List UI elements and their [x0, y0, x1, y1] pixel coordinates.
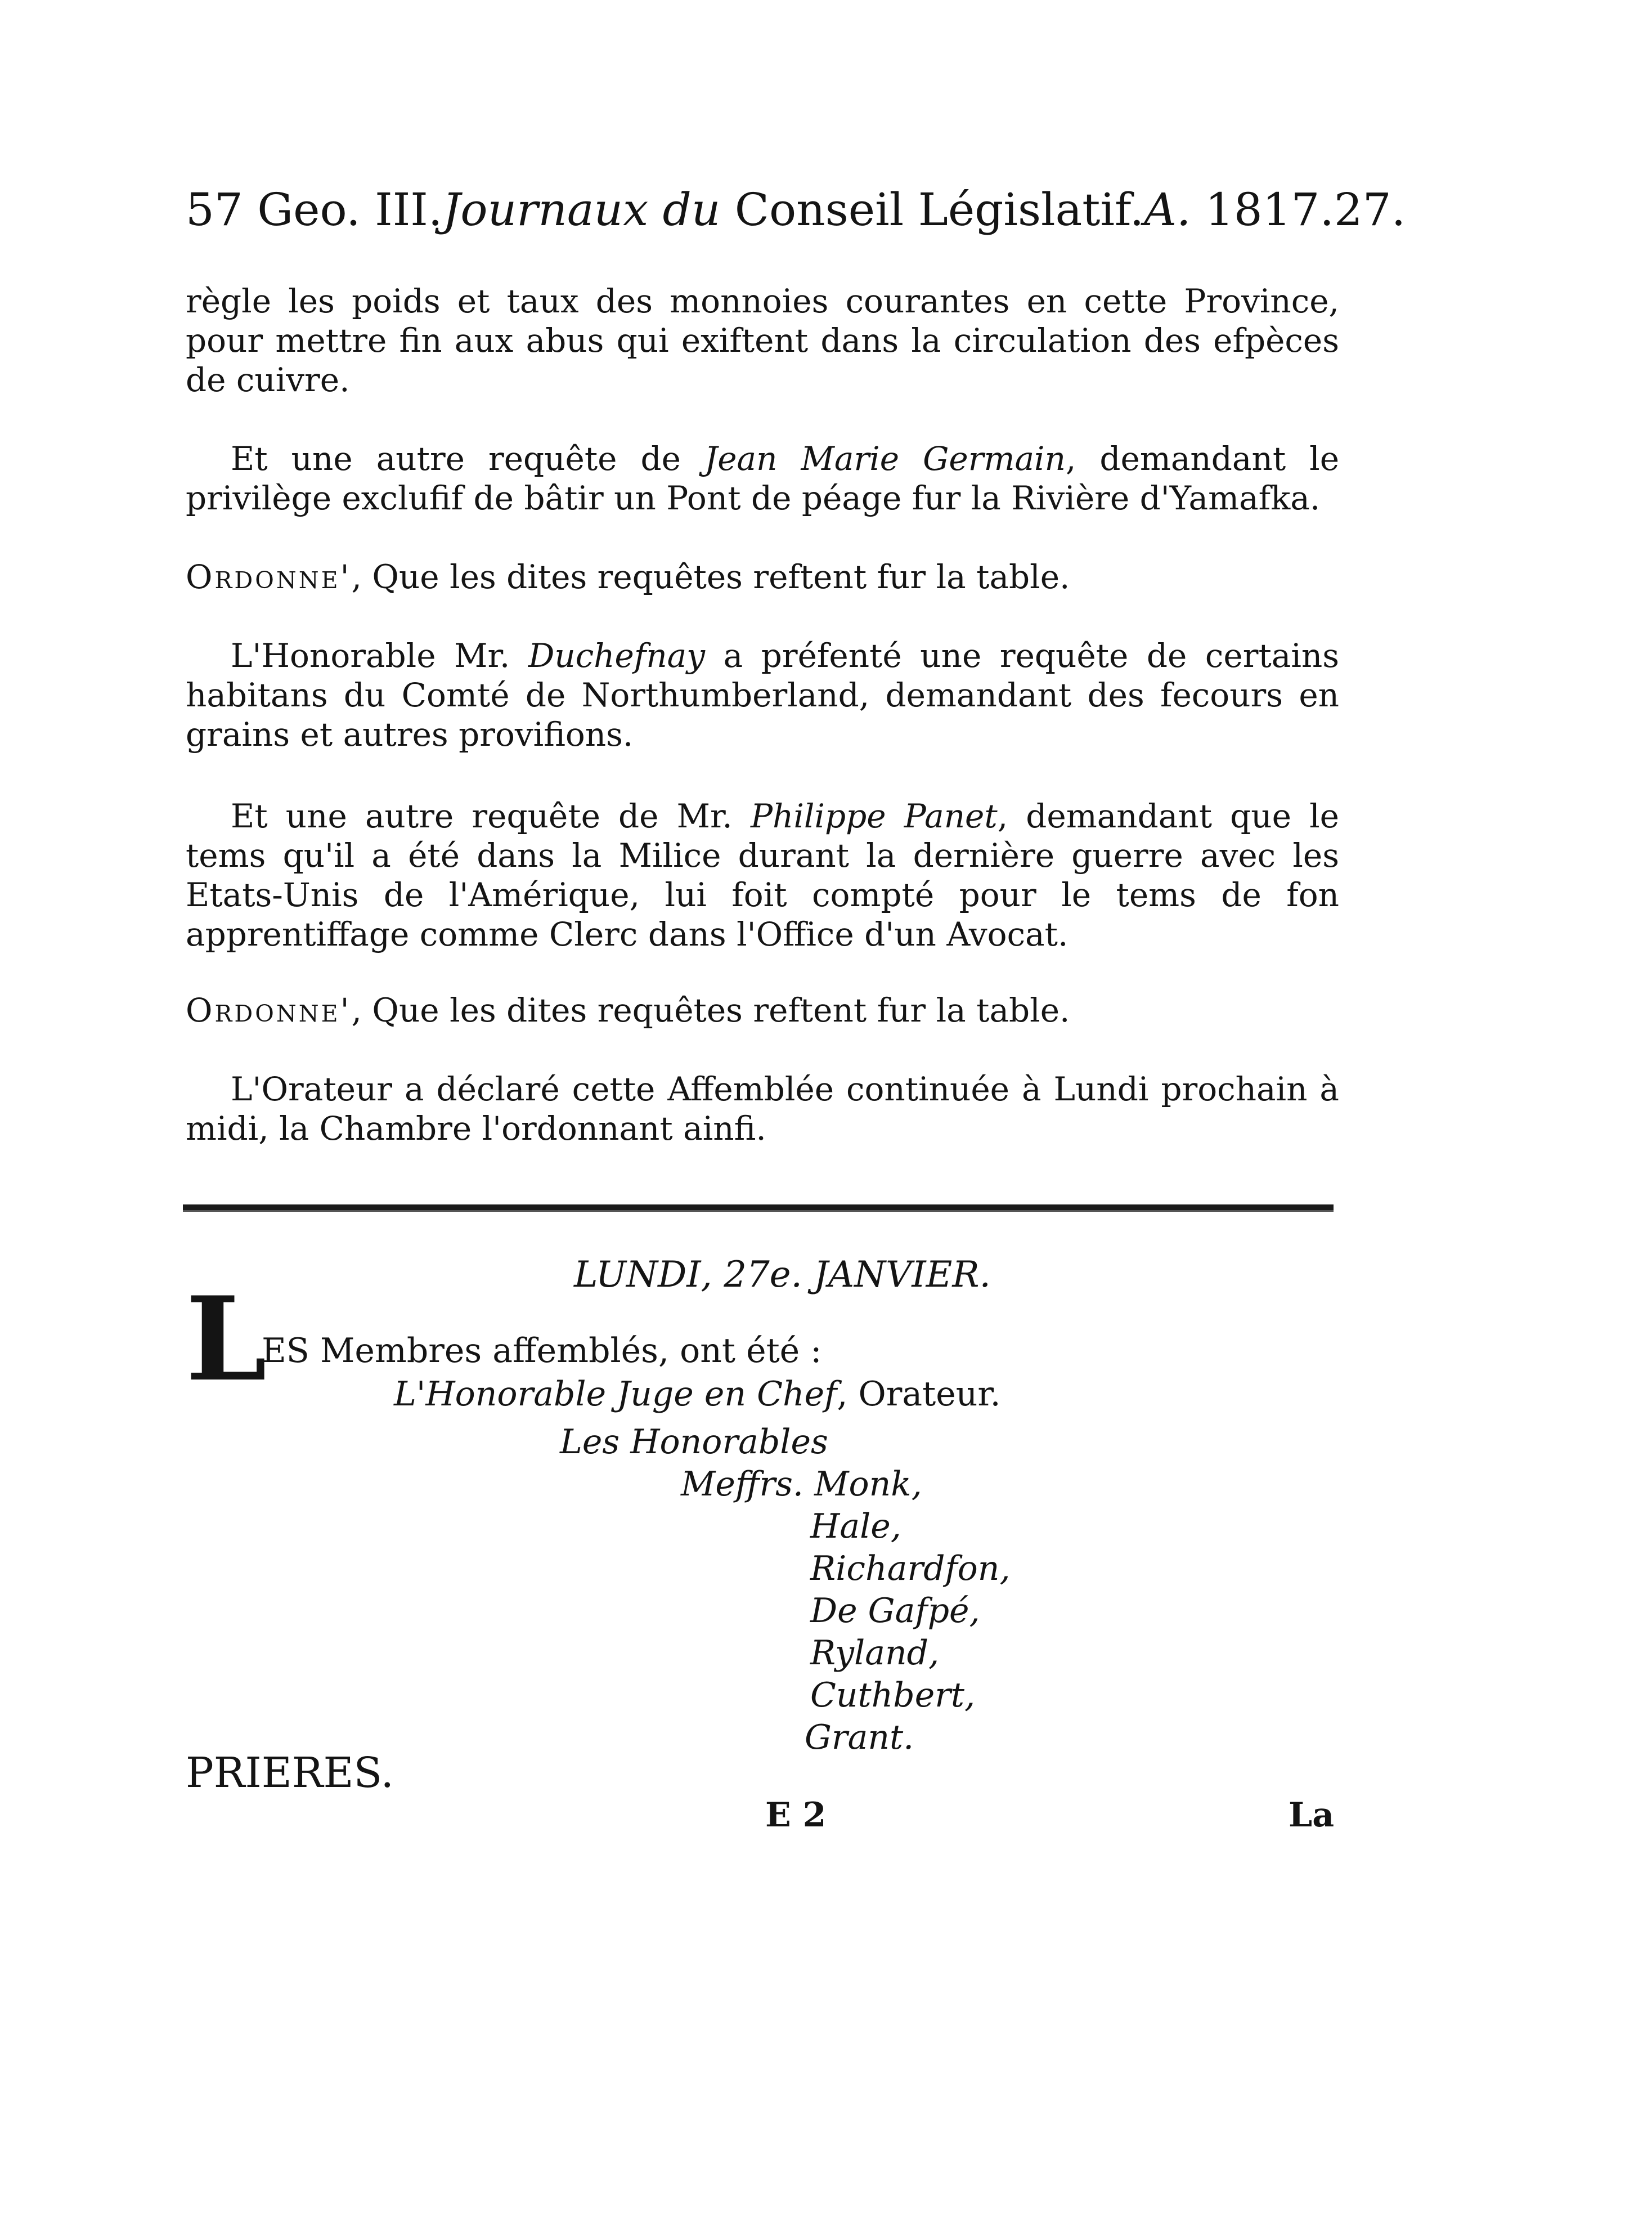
ordonne-label: Ordonne' [186, 558, 352, 596]
page-number: 27. [1334, 183, 1406, 236]
prieres-heading: PRIERES. [186, 1749, 394, 1797]
header-year [1144, 179, 1334, 241]
member-name: Richardfon, [810, 1549, 1011, 1588]
member-name: Duchefnay [528, 637, 706, 675]
member-name: Monk, [814, 1464, 922, 1504]
order-text: , Que les dites requêtes reftent fur la table. [351, 991, 1070, 1029]
order-table-1 [186, 557, 1339, 597]
section-divider [183, 1204, 1334, 1212]
paragraph-panet-petition [186, 796, 1339, 954]
speaker-line [394, 1373, 1001, 1416]
member-name: Ryland, [810, 1633, 940, 1673]
paragraph-text: , demandant le privilège exclufif de bâtir un Pont de péage fur la Rivière d'Yamafka. [186, 440, 1340, 517]
paragraph-text: L'Honorable Mr. [231, 637, 528, 675]
messrs-label: Meffrs. [681, 1464, 803, 1504]
petitioner-name: Philippe Panet [750, 797, 998, 835]
honorables-label: Les Honorables [560, 1422, 828, 1462]
signature-mark: E 2 [765, 1795, 827, 1835]
paragraph-germain-petition [186, 439, 1339, 518]
paragraph-text: Et une autre requête de [231, 440, 704, 478]
chief-justice: L'Honorable Juge en Chef [394, 1374, 837, 1414]
header-title-rest: Conseil Législatif. [734, 183, 1144, 236]
catchword: La [1289, 1795, 1335, 1835]
paragraph-text: , demandant que le tems qu'il a été dans la Milice durant la dernière guerre avec les Etats-Unis de l'Amérique, lui foit compté pour le tems de fon apprentiffage comme Clerc dans l'Office d'un Avocat. [186, 797, 1340, 953]
member-name: Hale, [810, 1507, 901, 1546]
petitioner-name: Jean Marie Germain [704, 440, 1066, 478]
header-year-value: 1817. [1205, 183, 1334, 236]
order-text: , Que les dites requêtes reftent fur la table. [351, 558, 1070, 596]
header-title [442, 179, 1144, 241]
header-regnal-year: 57 Geo. III. [186, 183, 443, 236]
running-header [186, 179, 1406, 241]
member-name: Cuthbert, [810, 1676, 976, 1715]
drop-capital: L [186, 1272, 267, 1407]
paragraph-coinage: règle les poids et taux des monnoies courantes en cette Province, pour mettre fin aux abus qui exiftent dans la circulation des efpèces de cuivre. [186, 282, 1339, 399]
paragraph-text: Et une autre requête de Mr. [231, 797, 751, 835]
header-journaux-du: Journaux du [442, 183, 721, 236]
paragraph-adjournment: L'Orateur a déclaré cette Affemblée continuée à Lundi prochain à midi, la Chambre l'ordonnant ainfi. [186, 1070, 1339, 1148]
ordonne-label: Ordonne' [186, 991, 352, 1029]
header-year-prefix: A. [1144, 183, 1191, 236]
members-assembled-line: ES Membres affemblés, ont été : [262, 1331, 822, 1370]
member-name: De Gafpé, [810, 1591, 980, 1631]
paragraph-duchesnay-petition [186, 636, 1339, 754]
messrs-line [681, 1463, 922, 1506]
paragraph-text: a préfenté une requête de certains habitans du Comté de Northumberland, demandant des fecours en grains et autres provifions. [186, 637, 1339, 754]
member-name: Grant. [805, 1718, 914, 1757]
orateur-label: , Orateur. [837, 1374, 1001, 1414]
order-table-2 [186, 991, 1339, 1030]
session-date: LUNDI, 27e. JANVIER. [574, 1254, 991, 1296]
